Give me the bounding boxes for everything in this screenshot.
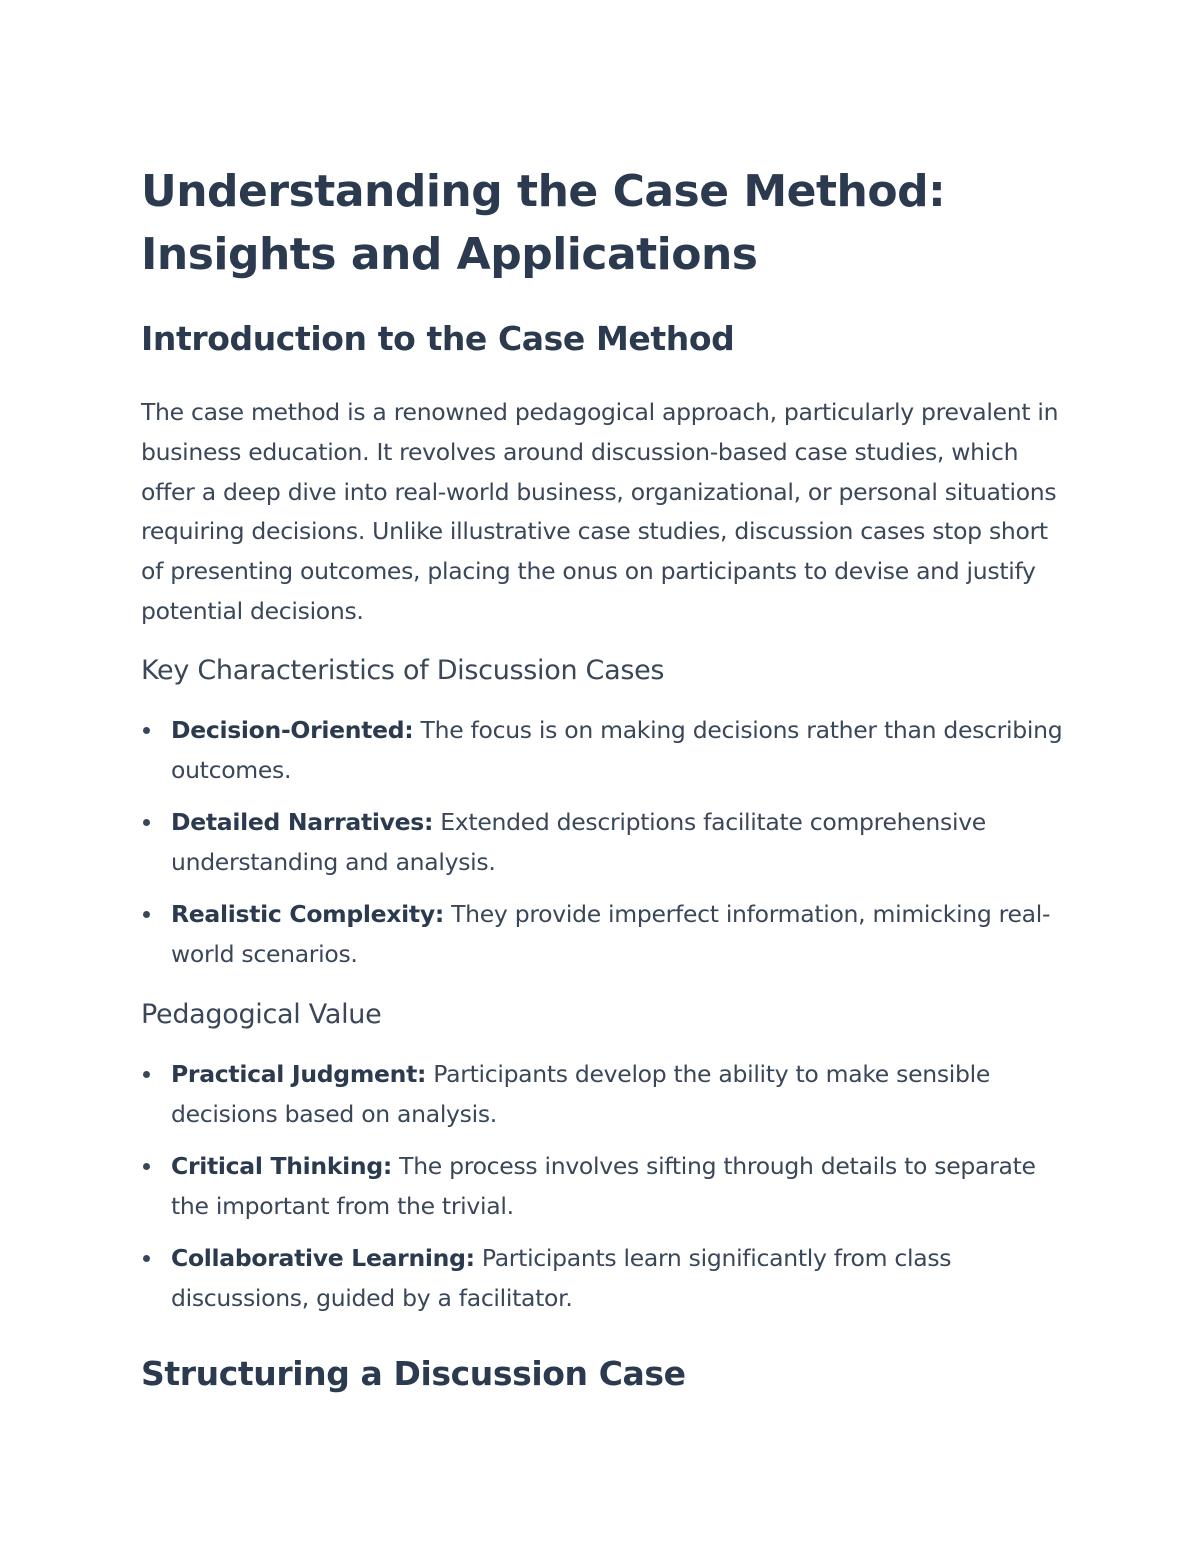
list-item-text: Participants develop the ability to make sensible decisions based on analysis. [171,1059,990,1128]
subheading-pedagogical-value: Pedagogical Value [141,998,382,1030]
list-item [141,802,1071,882]
key-characteristics-list [141,710,1071,974]
list-item [141,1238,1071,1318]
list-item-text: They provide imperfect information, mimicking real-world scenarios. [171,899,1051,968]
bullet-icon [143,1255,150,1262]
section-heading-structuring: Structuring a Discussion Case [141,1353,686,1393]
list-item-text: Participants learn significantly from class discussions, guided by a facilitator. [171,1243,952,1312]
list-item [141,1054,1071,1134]
subheading-key-characteristics: Key Characteristics of Discussion Cases [141,654,665,686]
section-heading-introduction: Introduction to the Case Method [141,319,735,358]
list-item-text: Extended descriptions facilitate comprehensive understanding and analysis. [171,807,986,876]
bullet-icon [143,1163,150,1170]
bullet-icon [143,819,150,826]
list-item-term: Realistic Complexity: [171,899,444,928]
bullet-icon [143,1071,150,1078]
list-item-term: Detailed Narratives: [171,807,434,836]
list-item-term: Decision-Oriented: [171,715,414,744]
document-title [141,160,1071,286]
bullet-icon [143,911,150,918]
document-page [141,160,1071,1394]
list-item [141,710,1071,790]
pedagogical-value-list [141,1054,1071,1318]
list-item-term: Collaborative Learning: [171,1243,475,1272]
list-item-text: The focus is on making decisions rather than describing outcomes. [171,715,1063,784]
intro-paragraph: The case method is a renowned pedagogical approach, particularly prevalent in business education. It revolves around discussion-based case studies, which offer a deep dive into real-world business, organizational, or personal situations requiring decisions. Unlike illustrative case studies, discussion cases stop short of presenting outcomes, placing the onus on participants to devise and justify potential decisions. [141,398,1059,625]
list-item-term: Practical Judgment: [171,1059,427,1088]
title-line-2: Insights and Applications [141,229,758,280]
list-item [141,894,1071,974]
list-item-term: Critical Thinking: [171,1151,392,1180]
list-item [141,1146,1071,1226]
bullet-icon [143,727,150,734]
title-line-1: Understanding the Case Method: [141,166,946,217]
list-item-text: The process involves sifting through details to separate the important from the trivial. [171,1151,1036,1220]
